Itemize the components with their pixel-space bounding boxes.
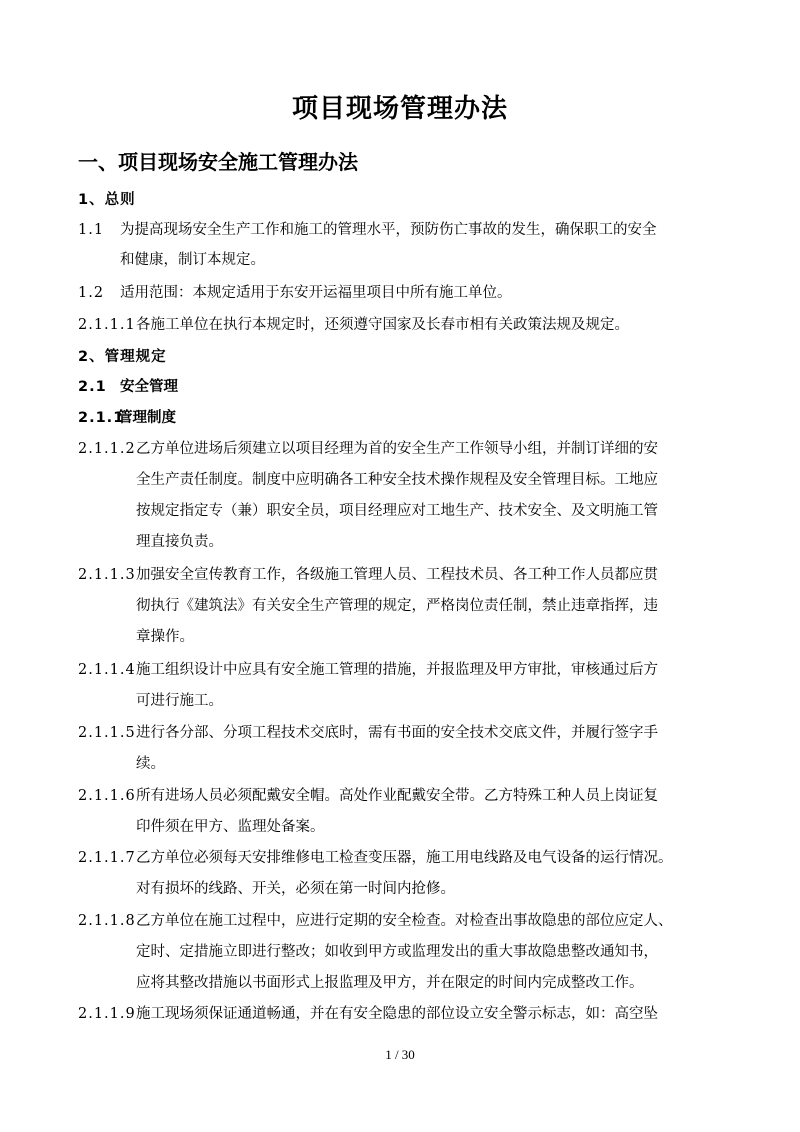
- page-title: 项目现场管理办法: [291, 94, 508, 124]
- document-page: 项目现场管理办法 一、项目现场安全施工管理办法 1、总则 1.1 为提高现场安全生产工作和施工的管理水平，预防伤亡事故的发生，确保职工的安全 和健康，制订本规定。 1.2 适用范围：本规定适用于东安开运福里项目中所有施工单位。 2.1.1.1 各施工单位在执行本规定时，还须遵守国家及长春市相有关政策法规及规定。 2、管理规定 2.1 安全管理 2.1.1 管理制度 2.1.1.2 乙方单位进场后须建立以项目经理为首的安全生产工作领导小组，并制订详细的安 全生产责任制度。制度中应明确各工种安全技术操作规程及安全管理目标。工地应 按规定指定专（兼）职安全员，项目经理应对工地生产、技术安全、及文明施工管 理直接负责。 2.1.1.3 加强安全宣传教育工作，各级施工管理人员、工程技术员、各工种工作人员都应贯 彻执行《建筑法》有关安全生产管理的规定，严格岗位责任制，禁止违章指挥，违 章操作。 2.1.1.4 施工组织设计中应具有安全施工管理的措施，并报监理及甲方审批，审核通过后方 可进行施工。 2.1.1.5 进行各分部、分项工程技术交底时，需有书面的安全技术交底文件，并履行签字手 续。 2.1.1.6 所有进场人员必须配戴安全帽。高处作业配戴安全带。乙方特殊工种人员上岗证复 印件须在甲方、监理处备案。 2.1.1.7 乙方单位必须每天安排维修电工检查变压器，施工用电线路及电气设备的运行情况。 对有损坏的线路、开关，必须在第一时间内抢修。 2.1.1.8 乙方单位在施工过程中，应进行定期的安全检查。对检查出事故隐患的部位应定人、 定时、定措施立即进行整改；如收到甲方或监理发出的重大事故隐患整改通知书， 应将其整改措施以书面形式上报监理及甲方，并在限定的时间内完成整改工作。 2.1.1.9 施工现场须保证通道畅通，并在有安全隐患的部位设立安全警示标志，如：高空坠 1 / 30: [0, 0, 800, 1132]
- page-number: 1 / 30: [385, 1047, 415, 1062]
- section-heading: 一、项目现场安全施工管理办法: [78, 150, 358, 174]
